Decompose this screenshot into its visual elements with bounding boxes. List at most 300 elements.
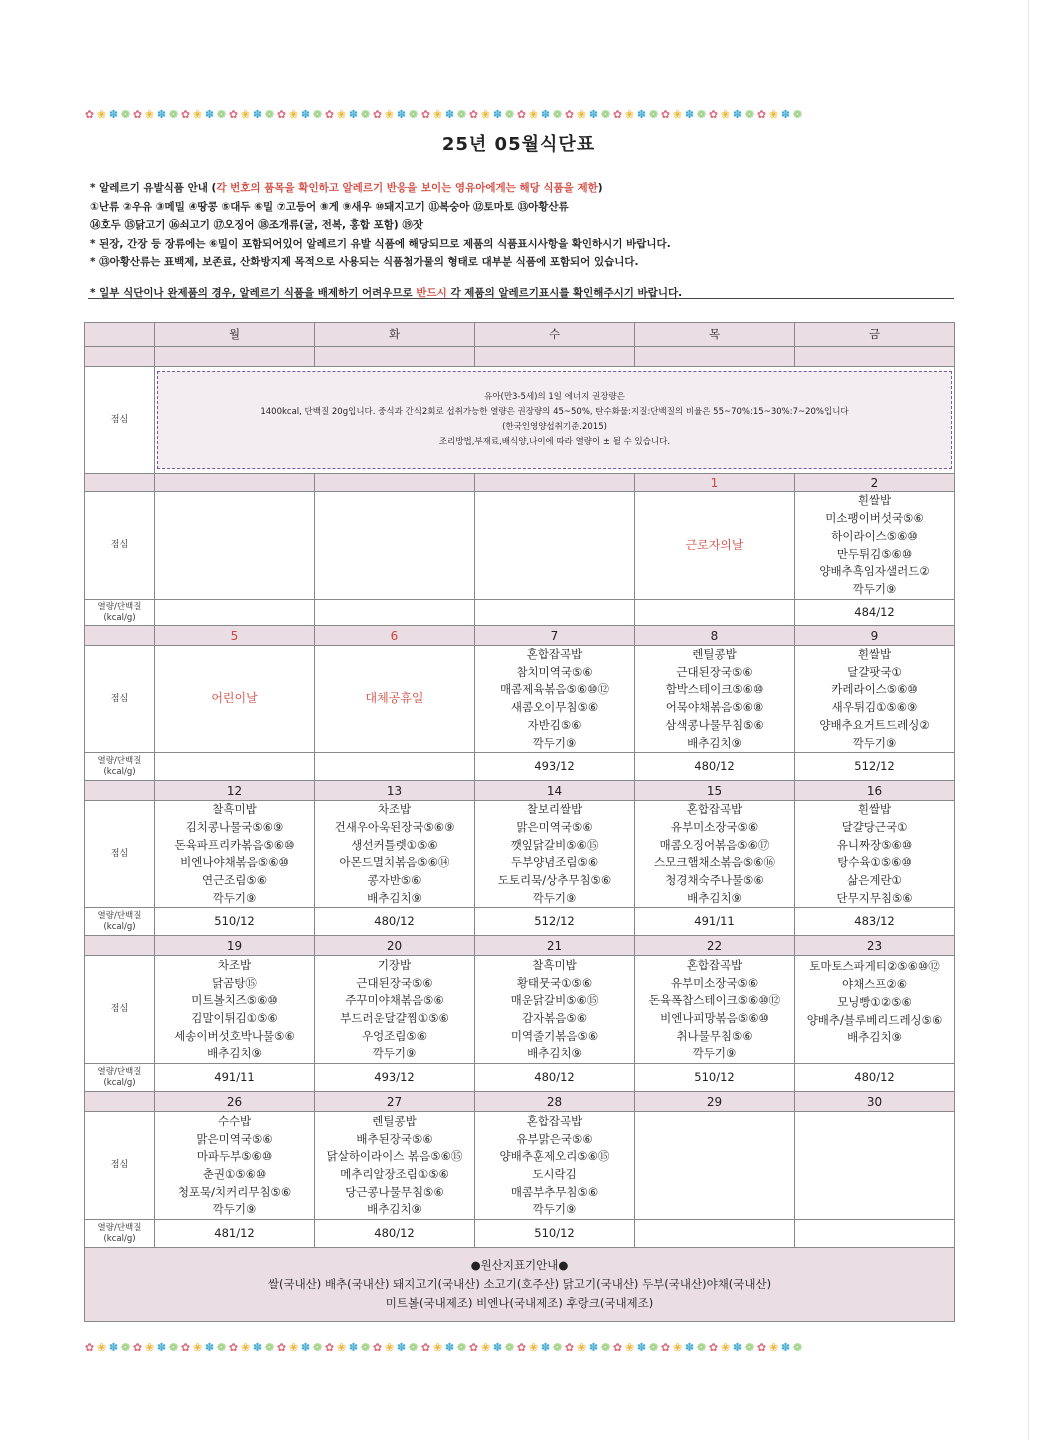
menu-item: 청경채숙주나물⑤⑥ (665, 873, 764, 888)
flower-border-bottom (84, 1341, 954, 1355)
flower-icon: ❁ (312, 1341, 324, 1354)
flower-icon: ❀ (768, 1341, 780, 1354)
menu-item: 새우튀김①⑤⑥⑨ (831, 700, 918, 715)
menu-item: 아몬드멸치볶음⑤⑥⑭ (339, 855, 450, 870)
menu-item: 비엔나피망볶음⑤⑥⑩ (660, 1010, 769, 1025)
menu-item: 참치미역국⑤⑥ (516, 664, 593, 679)
menu-item: 미소팽이버섯국⑤⑥ (825, 511, 924, 526)
menu-item: 렌틸콩밥 (692, 647, 737, 661)
menu-item: 혼합잡곡밥 (686, 957, 743, 972)
allergy-note-2: * 된장, 간장 등 장류에는 ⑥밀이 포함되어있어 알레르기 유발 식품에 해당되므로 제품의 식품표시사항을 확인하시기 바랍니다. (90, 237, 671, 250)
flower-icon: ❁ (456, 108, 468, 121)
flower-border-top (84, 108, 954, 122)
week2-lunch-row: 점심 어린이날 대체공휴일 혼합잡곡밥 참치미역국⑤⑥ 매콤제육볶음⑤⑥⑩⑫ 새콤오이무침⑤⑥ 자반김⑤⑥ 깍두기⑨ 렌틸콩밥 근대된장국⑤⑥ 함박스테이크⑤⑥⑩ 어묵야채볶음⑤⑥⑧ 삼색콩나물무침⑤⑥ 배추김치⑨ 흰쌀밥 달걀팟국① 카레라이스⑤⑥⑩ 새우튀김①⑤⑥⑨ 양배추요거트드레싱② 깍두기⑨ (85, 646, 955, 753)
flower-icon: ✿ (84, 1341, 96, 1354)
menu-item: 양배추훈제오리⑤⑥⑮ (499, 1149, 610, 1164)
menu-item: 매운닭갈비⑤⑥⑮ (510, 993, 599, 1008)
menu-may-14 (475, 801, 635, 908)
menu-item: 깻잎닭갈비⑤⑥⑮ (510, 837, 599, 852)
flower-icon: ✿ (708, 1341, 720, 1354)
origin-line-1: 쌀(국내산) 배추(국내산) 돼지고기(국내산) 소고기(호주산) 닭고기(국내산) 두부(국내산)야채(국내산) (267, 1277, 772, 1292)
menu-item: 황태뭇국①⑤⑥ (516, 975, 593, 990)
menu-item: 깍두기⑨ (532, 1202, 577, 1217)
flower-icon: ❁ (648, 108, 660, 121)
flower-icon: ✽ (492, 108, 504, 121)
flower-icon: ❁ (120, 108, 132, 121)
flower-icon: ❁ (168, 108, 180, 121)
holiday-childrens-day: 어린이날 (155, 646, 315, 753)
menu-table (84, 322, 955, 1322)
menu-may-20 (315, 956, 475, 1064)
flower-icon: ✿ (468, 108, 480, 121)
menu-item: 흰쌀밥 (857, 493, 892, 508)
menu-may-28 (475, 1112, 635, 1220)
menu-item: 토마토스파게티②⑤⑥⑩⑫ (809, 959, 940, 974)
week2-date-row: 5 6 7 8 9 (85, 626, 955, 646)
menu-item: 비엔나야채볶음⑤⑥⑩ (180, 855, 289, 870)
menu-list (635, 646, 794, 752)
menu-item: 마파두부⑤⑥⑩ (196, 1149, 273, 1164)
flower-icon: ✽ (156, 108, 168, 121)
menu-item: 양배추흑임자샐러드② (819, 564, 930, 579)
holiday-substitute: 대체공휴일 (315, 646, 475, 753)
flower-icon: ✽ (492, 1341, 504, 1354)
flower-icon: ❁ (264, 1341, 276, 1354)
flower-icon: ❀ (240, 1341, 252, 1354)
row-label-lunch: 점심 (85, 367, 155, 474)
week5-date-row: 26 27 28 29 30 (85, 1092, 955, 1112)
origin-title: ●원산지표기안내● (470, 1258, 569, 1273)
flower-icon: ✽ (444, 108, 456, 121)
energy-notice-row (85, 367, 955, 474)
menu-item: 부드러운달걀찜①⑤⑥ (340, 1010, 449, 1025)
menu-item: 깍두기⑨ (692, 1046, 737, 1061)
menu-item: 청포묵/치커리무침⑤⑥ (177, 1184, 292, 1199)
weekday-mon: 월 (155, 323, 315, 347)
flower-icon: ✿ (420, 108, 432, 121)
flower-icon: ❀ (144, 108, 156, 121)
menu-item: 김말이튀김①⑤⑥ (191, 1010, 278, 1025)
flower-icon: ✿ (372, 108, 384, 121)
weekday-fri: 금 (795, 323, 955, 347)
flower-icon: ✿ (564, 1341, 576, 1354)
allergy-notes (90, 179, 960, 302)
flower-icon: ❀ (288, 1341, 300, 1354)
menu-item: 감자볶음⑤⑥ (521, 1010, 588, 1025)
flower-icon: ✽ (540, 108, 552, 121)
menu-item: 차조밥 (217, 957, 252, 972)
menu-item: 혼합잡곡밥 (686, 802, 743, 817)
flower-icon: ❁ (504, 1341, 516, 1354)
flower-icon: ✽ (540, 1341, 552, 1354)
flower-icon: ❁ (552, 1341, 564, 1354)
flower-icon: ✽ (252, 108, 264, 121)
menu-item: 당근콩나물무침⑤⑥ (345, 1184, 444, 1199)
flower-icon: ✽ (300, 108, 312, 121)
menu-item: 자반김⑤⑥ (527, 717, 582, 732)
menu-item: 닭살하이라이스 볶음⑤⑥⑮ (326, 1149, 463, 1164)
flower-icon: ✿ (84, 108, 96, 121)
menu-item: 배추김치⑨ (367, 1202, 422, 1217)
menu-may-15 (635, 801, 795, 908)
menu-list (155, 957, 314, 1063)
flower-icon: ❁ (600, 1341, 612, 1354)
menu-list (155, 801, 314, 907)
flower-icon: ✿ (180, 1341, 192, 1354)
menu-list (635, 957, 794, 1063)
menu-may-9 (795, 646, 955, 753)
flower-icon: ❁ (264, 108, 276, 121)
menu-item: 혼합잡곡밥 (526, 1113, 583, 1128)
week1-lunch-row: 점심 근로자의날 흰쌀밥 미소팽이버섯국⑤⑥ 하이라이스⑤⑥⑩ 만두튀김⑤⑥⑩ 양배추흑임자샐러드② 깍두기⑨ (85, 492, 955, 600)
flower-icon: ❁ (696, 108, 708, 121)
menu-may-8 (635, 646, 795, 753)
menu-item: 취나물무침⑤⑥ (676, 1028, 753, 1043)
menu-item: 콩자반⑤⑥ (367, 873, 422, 888)
menu-may-19 (155, 956, 315, 1064)
menu-item: 어묵야채볶음⑤⑥⑧ (665, 700, 764, 715)
flower-icon: ✿ (132, 1341, 144, 1354)
flower-icon: ✿ (324, 108, 336, 121)
menu-list (795, 646, 954, 752)
week4-lunch-row: 점심 차조밥 닭곰탕⑮ 미트볼치즈⑤⑥⑩ 김말이튀김①⑤⑥ 세송이버섯호박나물⑤⑥ 배추김치⑨ 기장밥 근대된장국⑤⑥ 주꾸미야채볶음⑤⑥ 부드러운달걀찜①⑤⑥ 우엉조림⑤⑥ 깍두기⑨ 찰흑미밥 황태뭇국①⑤⑥ 매운닭갈비⑤⑥⑮ 감자볶음⑤⑥ 미역줄기볶음⑤⑥ 배추김치⑨ 혼합잡곡밥 유부미소장국⑤⑥ 돈육폭찹스테이크⑤⑥⑩⑫ 비엔나피망볶음⑤⑥⑩ 취나물무침⑤⑥ 깍두기⑨ 토마토스파게티②⑤⑥⑩⑫ 야채스프②⑥ 모닝빵①②⑤⑥ 양배추/블루베리드레싱⑤⑥ 배추김치⑨ (85, 956, 955, 1064)
flower-icon: ✽ (780, 1341, 792, 1354)
menu-item: 유부미소장국⑤⑥ (670, 819, 759, 834)
menu-item: 두부양념조림⑤⑥ (510, 855, 599, 870)
menu-item: 매콤제육볶음⑤⑥⑩⑫ (499, 682, 610, 697)
menu-item: 모닝빵①②⑤⑥ (837, 994, 912, 1009)
week5-lunch-row: 점심 수수밥 맑은미역국⑤⑥ 마파두부⑤⑥⑩ 춘권①⑤⑥⑩ 청포묵/치커리무침⑤⑥ 깍두기⑨ 렌틸콩밥 배추된장국⑤⑥ 닭살하이라이스 볶음⑤⑥⑮ 메추리알장조림①⑤⑥ 당근콩나물무침⑤⑥ 배추김치⑨ 혼합잡곡밥 유부맑은국⑤⑥ 양배추훈제오리⑤⑥⑮ 도시락김 매콤부추무침⑤⑥ 깍두기⑨ (85, 1112, 955, 1220)
menu-item: 근대된장국⑤⑥ (356, 975, 433, 990)
menu-item: 카레라이스⑤⑥⑩ (831, 682, 918, 697)
flower-icon: ❁ (696, 1341, 708, 1354)
flower-icon: ❀ (384, 1341, 396, 1354)
flower-icon: ✿ (468, 1341, 480, 1354)
flower-icon: ❀ (768, 108, 780, 121)
menu-list (315, 1113, 474, 1219)
flower-icon: ❀ (528, 108, 540, 121)
flower-icon: ✿ (612, 1341, 624, 1354)
week3-kcal-row: 열량/단백질 (kcal/g) 510/12 480/12 512/12 491/11 483/12 (85, 908, 955, 936)
flower-icon: ✽ (684, 1341, 696, 1354)
week3-date-row: 12 13 14 15 16 (85, 781, 955, 801)
flower-icon: ✿ (756, 108, 768, 121)
menu-list (475, 1113, 634, 1219)
flower-icon: ✽ (108, 1341, 120, 1354)
menu-item: 매콤부추무침⑤⑥ (510, 1184, 599, 1199)
menu-item: 주꾸미야채볶음⑤⑥ (345, 993, 444, 1008)
date-may-1: 1 (635, 474, 795, 492)
menu-item: 돈육폭찹스테이크⑤⑥⑩⑫ (648, 993, 781, 1008)
flower-icon: ✿ (180, 108, 192, 121)
menu-list (795, 958, 954, 1047)
menu-may-23 (795, 956, 955, 1064)
flower-icon: ❁ (504, 108, 516, 121)
flower-icon: ❀ (432, 108, 444, 121)
menu-may-2 (795, 492, 955, 600)
flower-icon: ❁ (552, 108, 564, 121)
flower-icon: ❀ (528, 1341, 540, 1354)
menu-item: 함박스테이크⑤⑥⑩ (665, 682, 764, 697)
menu-item: 삼색콩나물무침⑤⑥ (665, 717, 764, 732)
flower-icon: ❁ (408, 108, 420, 121)
menu-item: 찰흑미밥 (532, 957, 577, 972)
menu-item: 만두튀김⑤⑥⑩ (836, 546, 913, 561)
kcal-may-2: 484/12 (795, 600, 955, 626)
menu-may-27 (315, 1112, 475, 1220)
weekday-thu: 목 (635, 323, 795, 347)
date-may-2: 2 (795, 474, 955, 492)
menu-item: 배추김치⑨ (847, 1030, 902, 1045)
menu-item: 유니짜장⑤⑥⑩ (836, 837, 913, 852)
menu-may-12 (155, 801, 315, 908)
menu-item: 깍두기⑨ (532, 735, 577, 750)
menu-item: 배추김치⑨ (687, 735, 742, 750)
menu-item: 흰쌀밥 (857, 647, 892, 661)
flower-icon: ❀ (192, 108, 204, 121)
flower-icon: ✿ (276, 108, 288, 121)
flower-icon: ❀ (480, 108, 492, 121)
origin-line-2: 미트볼(국내제조) 비엔나(국내제조) 후랑크(국내제조) (385, 1296, 654, 1311)
menu-item: 렌틸콩밥 (372, 1113, 417, 1128)
weekday-tue: 화 (315, 323, 475, 347)
menu-item: 미트볼치즈⑤⑥⑩ (191, 993, 278, 1008)
flower-icon: ❀ (96, 1341, 108, 1354)
flower-icon: ✽ (588, 108, 600, 121)
flower-icon: ✿ (708, 108, 720, 121)
flower-icon: ✿ (324, 1341, 336, 1354)
date-row-blank (85, 347, 955, 367)
flower-icon: ❁ (792, 1341, 804, 1354)
flower-icon: ❁ (312, 108, 324, 121)
header-corner (85, 323, 155, 347)
flower-icon: ✽ (348, 1341, 360, 1354)
flower-icon: ✿ (228, 1341, 240, 1354)
flower-icon: ❁ (648, 1341, 660, 1354)
menu-item: 도토리묵/상추무침⑤⑥ (497, 873, 612, 888)
flower-icon: ❀ (288, 108, 300, 121)
flower-icon: ❁ (168, 1341, 180, 1354)
menu-item: 찰보리쌀밥 (526, 802, 583, 817)
allergy-list-1: ①난류 ②우유 ③메밀 ④땅콩 ⑤대두 ⑥밀 ⑦고등어 ⑧게 ⑨새우 ⑩돼지고기 ⑪복숭아 ⑫토마토 ⑬아황산류 (90, 200, 569, 213)
flower-icon: ❀ (336, 1341, 348, 1354)
flower-icon: ❁ (456, 1341, 468, 1354)
flower-icon: ✽ (300, 1341, 312, 1354)
flower-icon: ❁ (360, 1341, 372, 1354)
menu-item: 배추김치⑨ (527, 1046, 582, 1061)
menu-item: 도시락김 (532, 1166, 577, 1181)
menu-item: 새콤오이무침⑤⑥ (510, 700, 599, 715)
holiday-labor-day: 근로자의날 (635, 492, 795, 600)
flower-icon: ❁ (360, 108, 372, 121)
energy-notice: 유아(만3-5세)의 1일 에너지 권장량은 1400kcal, 단백질 20g입니다. 중식과 간식2회로 섭취가능한 열량은 권장량의 45~50%, 탄수화물:지질:단백질의 비율은 55~70%:15~30%:7~20%입니다 (한국인영양섭취기준.2015) 조리방법,부재료,배식양,나이에 따라 열량이 ± 될 수 있습니다. (157, 371, 952, 469)
menu-item: 매콤오징어볶음⑤⑥⑰ (659, 837, 770, 852)
origin-row (85, 1248, 955, 1322)
flower-icon: ✽ (204, 108, 216, 121)
menu-item: 김치콩나물국⑤⑥⑨ (185, 819, 284, 834)
menu-item: 깍두기⑨ (212, 1202, 257, 1217)
menu-item: 달걀팟국① (847, 664, 902, 679)
menu-may-16 (795, 801, 955, 908)
flower-icon: ❁ (744, 108, 756, 121)
menu-item: 세송이버섯호박나물⑤⑥ (174, 1028, 295, 1043)
menu-item: 유부맑은국⑤⑥ (516, 1131, 593, 1146)
flower-icon: ❀ (720, 1341, 732, 1354)
week4-kcal-row: 열량/단백질 (kcal/g) 491/11 493/12 480/12 510/12 480/12 (85, 1064, 955, 1092)
flower-icon: ✿ (516, 108, 528, 121)
flower-icon: ✿ (756, 1341, 768, 1354)
flower-icon: ✽ (732, 108, 744, 121)
flower-icon: ❁ (120, 1341, 132, 1354)
week5-kcal-row: 열량/단백질 (kcal/g) 481/12 480/12 510/12 (85, 1220, 955, 1248)
flower-icon: ❀ (384, 108, 396, 121)
flower-icon: ❀ (576, 108, 588, 121)
menu-item: 양배추/블루베리드레싱⑤⑥ (806, 1012, 943, 1027)
menu-list (315, 957, 474, 1063)
week1-kcal-row: 열량/단백질 (kcal/g) 484/12 (85, 600, 955, 626)
allergy-note-3: * ⑬아황산류는 표백제, 보존료, 산화방지제 목적으로 사용되는 식품첨가물의 형태로 대부분 식품에 포함되어 있습니다. (90, 256, 639, 268)
menu-item: 깍두기⑨ (852, 735, 897, 750)
week2-kcal-row: 열량/단백질 (kcal/g) 493/12 480/12 512/12 (85, 753, 955, 781)
menu-item: 깍두기⑨ (532, 890, 577, 905)
flower-icon: ✽ (252, 1341, 264, 1354)
flower-icon: ✽ (396, 1341, 408, 1354)
flower-icon: ❁ (408, 1341, 420, 1354)
flower-icon: ✿ (132, 108, 144, 121)
flower-icon: ❀ (240, 108, 252, 121)
flower-icon: ✽ (732, 1341, 744, 1354)
flower-icon: ❀ (480, 1341, 492, 1354)
menu-may-21 (475, 956, 635, 1064)
menu-list (475, 957, 634, 1063)
flower-icon: ❀ (576, 1341, 588, 1354)
menu-item: 연근조림⑤⑥ (201, 873, 268, 888)
energy-notice-cell (155, 367, 955, 474)
flower-icon: ❀ (96, 108, 108, 121)
menu-item: 깍두기⑨ (852, 581, 897, 596)
flower-icon: ✽ (588, 1341, 600, 1354)
flower-icon: ✿ (564, 108, 576, 121)
flower-icon: ✽ (444, 1341, 456, 1354)
flower-icon: ❀ (432, 1341, 444, 1354)
flower-icon: ❀ (144, 1341, 156, 1354)
menu-item: 유부미소장국⑤⑥ (670, 975, 759, 990)
menu-item: 기장밥 (377, 957, 412, 972)
menu-item: 하이라이스⑤⑥⑩ (831, 528, 918, 543)
menu-item: 스모크햄채소볶음⑤⑥⑯ (654, 855, 775, 870)
menu-item: 배추김치⑨ (367, 890, 422, 905)
flower-icon: ✿ (516, 1341, 528, 1354)
divider (88, 298, 954, 299)
menu-item: 탕수육①⑤⑥⑩ (837, 855, 912, 870)
menu-item: 혼합잡곡밥 (526, 647, 583, 661)
menu-list (475, 801, 634, 907)
flower-icon: ❁ (600, 108, 612, 121)
menu-list (795, 492, 954, 598)
menu-may-26 (155, 1112, 315, 1220)
flower-icon: ❀ (672, 108, 684, 121)
flower-icon: ✽ (396, 108, 408, 121)
flower-icon: ✽ (684, 108, 696, 121)
menu-item: 우엉조림⑤⑥ (361, 1028, 428, 1043)
menu-item: 배추김치⑨ (207, 1046, 262, 1061)
menu-item: 깍두기⑨ (212, 890, 257, 905)
menu-may-7 (475, 646, 635, 753)
menu-item: 달걀당근국① (841, 819, 908, 834)
weekday-header-row (85, 323, 955, 347)
menu-may-22 (635, 956, 795, 1064)
weekday-wed: 수 (475, 323, 635, 347)
menu-item: 생선커틀렛①⑤⑥ (351, 837, 438, 852)
flower-icon: ❀ (672, 1341, 684, 1354)
menu-item: 닭곰탕⑮ (212, 975, 257, 990)
page-title: 25년 05월식단표 (441, 134, 596, 155)
menu-item: 메추리알장조림①⑤⑥ (340, 1166, 449, 1181)
flower-icon: ❀ (624, 1341, 636, 1354)
flower-icon: ✽ (156, 1341, 168, 1354)
week4-date-row: 19 20 21 22 23 (85, 936, 955, 956)
menu-list (155, 1113, 314, 1219)
menu-item: 배추된장국⑤⑥ (356, 1131, 433, 1146)
menu-item: 건새우아욱된장국⑤⑥⑨ (334, 819, 455, 834)
flower-icon: ✿ (660, 1341, 672, 1354)
menu-item: 흰쌀밥 (857, 802, 892, 817)
origin-info (85, 1248, 955, 1322)
menu-may-13 (315, 801, 475, 908)
menu-item: 찰흑미밥 (212, 802, 257, 817)
flower-icon: ✽ (636, 108, 648, 121)
flower-icon: ❀ (192, 1341, 204, 1354)
menu-item: 깍두기⑨ (372, 1046, 417, 1061)
flower-icon: ✿ (372, 1341, 384, 1354)
menu-item: 양배추요거트드레싱② (819, 717, 930, 732)
menu-item: 춘권①⑤⑥⑩ (202, 1166, 267, 1181)
menu-item: 배추김치⑨ (687, 890, 742, 905)
flower-icon: ❀ (624, 108, 636, 121)
week3-lunch-row: 점심 찰흑미밥 김치콩나물국⑤⑥⑨ 돈육파프리카볶음⑤⑥⑩ 비엔나야채볶음⑤⑥⑩ 연근조림⑤⑥ 깍두기⑨ 차조밥 건새우아욱된장국⑤⑥⑨ 생선커틀렛①⑤⑥ 아몬드멸치볶음⑤⑥⑭ 콩자반⑤⑥ 배추김치⑨ 찰보리쌀밥 맑은미역국⑤⑥ 깻잎닭갈비⑤⑥⑮ 두부양념조림⑤⑥ 도토리묵/상추무침⑤⑥ 깍두기⑨ 혼합잡곡밥 유부미소장국⑤⑥ 매콤오징어볶음⑤⑥⑰ 스모크햄채소볶음⑤⑥⑯ 청경채숙주나물⑤⑥ 배추김치⑨ 흰쌀밥 달걀당근국① 유니짜장⑤⑥⑩ 탕수육①⑤⑥⑩ 삶은계란① 단무지무침⑤⑥ (85, 801, 955, 908)
flower-icon: ✽ (204, 1341, 216, 1354)
menu-list (635, 801, 794, 907)
allergy-note-4: * 일부 식단이나 완제품의 경우, 알레르기 식품을 배제하기 어려우므로 반드시 각 제품의 알레르기표시를 확인해주시기 바랍니다. (90, 286, 683, 299)
flower-icon: ❁ (744, 1341, 756, 1354)
flower-icon: ✿ (612, 108, 624, 121)
flower-icon: ❁ (216, 1341, 228, 1354)
flower-icon: ✽ (780, 108, 792, 121)
menu-item: 수수밥 (217, 1113, 252, 1128)
allergy-list-2: ⑭호두 ⑮닭고기 ⑯쇠고기 ⑰오징어 ⑱조개류(굴, 전복, 홍합 포함) ⑲잣 (90, 219, 423, 231)
flower-icon: ✿ (228, 108, 240, 121)
flower-icon: ❁ (792, 108, 804, 121)
menu-item: 돈육파프리카볶음⑤⑥⑩ (174, 837, 295, 852)
menu-list (795, 801, 954, 907)
flower-icon: ✽ (108, 108, 120, 121)
flower-icon: ✿ (660, 108, 672, 121)
menu-list (315, 801, 474, 907)
menu-list (475, 646, 634, 752)
menu-item: 단무지무침⑤⑥ (836, 890, 913, 905)
menu-item: 근대된장국⑤⑥ (676, 664, 753, 679)
menu-item: 미역줄기볶음⑤⑥ (510, 1028, 599, 1043)
menu-item: 차조밥 (377, 802, 412, 817)
allergy-note-1: * 알레르기 유발식품 안내 (각 번호의 품목을 확인하고 알레르기 반응을 보이는 영유아에게는 해당 식품을 제한) (90, 182, 603, 194)
menu-item: 삶은계란① (847, 873, 902, 888)
menu-item: 맑은미역국⑤⑥ (196, 1131, 273, 1146)
menu-item: 야채스프②⑥ (841, 977, 908, 992)
flower-icon: ✽ (348, 108, 360, 121)
flower-icon: ❁ (216, 108, 228, 121)
week1-date-row (85, 474, 955, 492)
flower-icon: ✿ (420, 1341, 432, 1354)
